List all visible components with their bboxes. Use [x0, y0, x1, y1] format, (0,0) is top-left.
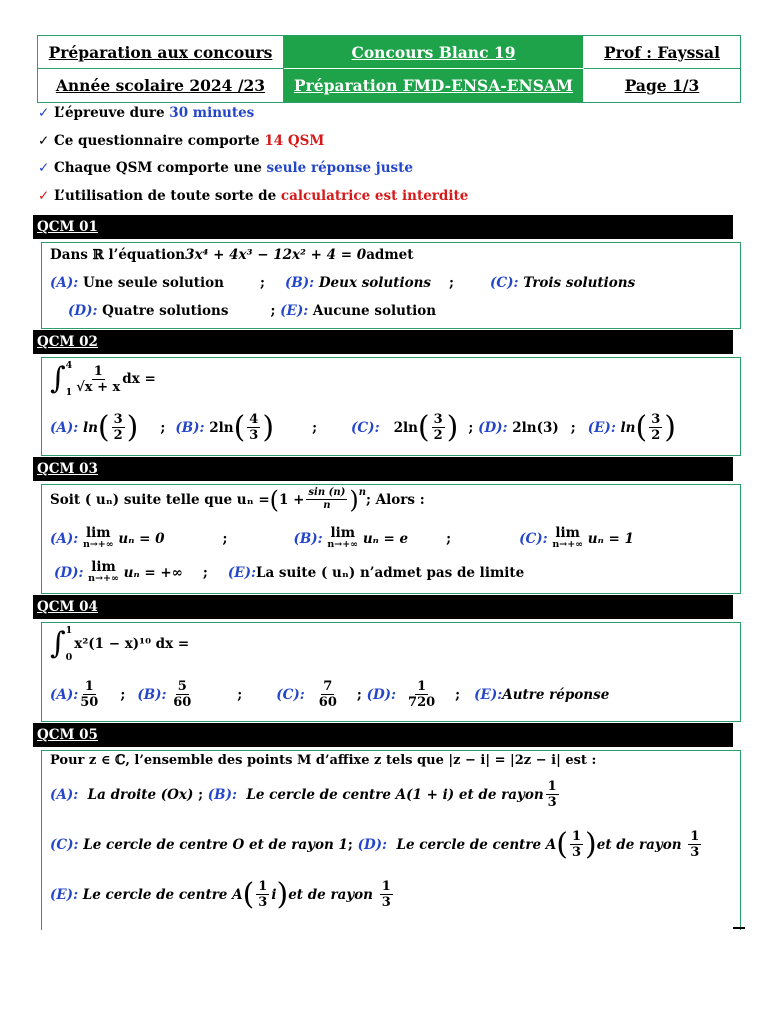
separator: ;: [468, 419, 474, 436]
denominator: 2: [433, 428, 443, 443]
option-d-label[interactable]: (D):: [54, 565, 84, 581]
option-b-label[interactable]: (B):: [207, 786, 237, 803]
lower-bound: 0: [65, 652, 73, 663]
header-title: Concours Blanc 19: [284, 36, 584, 69]
denominator: 3: [690, 845, 700, 860]
option-a[interactable]: La droite (Ox): [87, 786, 194, 803]
denominator: 3: [547, 795, 557, 810]
option-b-label[interactable]: (B):: [175, 419, 205, 436]
numerator: sin (n): [308, 487, 346, 498]
header-page: Page 1/3: [624, 76, 700, 95]
qcm-05-label: QCM 05: [33, 723, 733, 747]
instruction-calculator: [38, 188, 468, 204]
option-c[interactable]: Trois solutions: [523, 275, 636, 291]
option-c-label[interactable]: (C):: [490, 275, 519, 291]
option-d[interactable]: [408, 679, 435, 710]
qcm-04-box: [41, 622, 741, 722]
numerator: 1: [690, 829, 700, 844]
option-b[interactable]: Deux solutions: [318, 275, 432, 291]
option-c[interactable]: [319, 679, 337, 710]
option-d-label[interactable]: (D):: [478, 419, 508, 436]
upper-bound: 4: [65, 360, 73, 371]
option-b-label[interactable]: (B):: [293, 531, 323, 547]
denominator: 60: [318, 695, 337, 710]
bullet-highlight: calculatrice est interdite: [280, 188, 469, 204]
imaginary-unit: i: [271, 886, 277, 903]
bullet-highlight: seule réponse juste: [266, 160, 413, 176]
option-b[interactable]: uₙ = e: [362, 531, 409, 547]
integral-bounds: [66, 625, 73, 663]
separator: ;: [120, 686, 126, 703]
qcm-01-stem: [50, 247, 413, 263]
option-a[interactable]: uₙ = 0: [118, 531, 165, 547]
numerator: 1: [381, 879, 391, 894]
option-a-label[interactable]: (A):: [50, 419, 79, 436]
denominator: 50: [80, 695, 99, 710]
bullet-highlight: 30 minutes: [169, 105, 255, 121]
option-e-label[interactable]: (E):: [280, 303, 309, 319]
numerator: 5: [177, 679, 187, 694]
numerator: 1: [93, 363, 103, 379]
integral-sign: ∫: [50, 626, 66, 661]
header-year: Année scolaire 2024 /23: [38, 69, 284, 102]
option-a-label[interactable]: (A):: [50, 786, 79, 803]
option-b[interactable]: 2ln: [209, 419, 234, 436]
option-c[interactable]: 2ln: [393, 419, 418, 436]
option-b-label[interactable]: (B):: [137, 686, 167, 703]
bullet-text: L’utilisation de toute sorte de: [54, 188, 277, 204]
option-e-label[interactable]: (E):: [474, 686, 503, 703]
lower-bound: 1: [65, 387, 73, 398]
qcm-04-label: QCM 04: [33, 595, 733, 619]
qcm-04-options: [50, 679, 609, 710]
option-d[interactable]: uₙ = +∞: [123, 565, 183, 581]
check-icon: ✓: [38, 188, 50, 204]
qcm-05-box: [41, 750, 741, 930]
option-e[interactable]: ln: [620, 419, 636, 436]
option-c-label[interactable]: (C):: [276, 686, 305, 703]
separator: ;: [237, 686, 243, 703]
bullet-highlight: 14 QSM: [264, 133, 325, 149]
numerator: 1: [417, 679, 427, 694]
separator: ;: [312, 419, 318, 436]
denominator: √x + x: [76, 379, 121, 395]
separator: ;: [259, 275, 265, 291]
qcm-02-options: (A): ln ( $\frac{3}{2}$ ) ; (B): 2ln ( $\frac{4}{3}$ ) ; (C): 2ln ( $\frac{3}{2}$ ) ; (D): 2ln(3) ; (E): ln ( $\frac{3}{2}$ ): [50, 409, 676, 445]
limit-subscript: n→+∞: [552, 539, 584, 550]
denominator: 2: [113, 428, 123, 443]
denominator: 3: [381, 895, 391, 910]
qcm-03-box: [41, 484, 741, 594]
instruction-duration: [38, 105, 254, 121]
qcm-02-box: [41, 357, 741, 456]
upper-bound: 1: [65, 625, 73, 636]
bullet-text: L’épreuve dure: [54, 105, 165, 121]
separator: ;: [356, 686, 362, 703]
check-icon: ✓: [38, 105, 50, 121]
option-b-label[interactable]: (B):: [284, 275, 315, 291]
separator: ;: [570, 419, 576, 436]
option-d[interactable]: Le cercle de centre A: [396, 836, 557, 853]
option-b[interactable]: [173, 679, 191, 710]
separator: ;: [222, 531, 228, 547]
qcm-02-stem: [50, 360, 156, 398]
option-e-label[interactable]: (E):: [227, 565, 256, 581]
bullet-text: Ce questionnaire comporte: [54, 133, 260, 149]
numerator: 3: [113, 412, 123, 427]
separator: ;: [160, 419, 166, 436]
stem-text: Dans ℝ l’équation: [50, 247, 186, 263]
denominator: 60: [173, 695, 192, 710]
option-c[interactable]: uₙ = 1: [587, 531, 634, 547]
stem-text: Soit ( uₙ) suite telle que uₙ =: [50, 491, 270, 508]
qcm-01-options-row1: [50, 275, 635, 291]
denominator: 3: [249, 428, 259, 443]
option-b[interactable]: Le cercle de centre A(1 + i) et de rayon: [246, 786, 544, 803]
numerator: 3: [433, 412, 443, 427]
page-edge-mark: [733, 927, 745, 929]
option-a-label[interactable]: (A):: [50, 531, 79, 547]
numerator: 1: [258, 879, 268, 894]
integral-sign: ∫: [50, 361, 66, 396]
stem-equation: 3x⁴ + 4x³ − 12x² + 4 = 0: [185, 247, 367, 263]
option-e-text: et de rayon: [288, 886, 373, 903]
separator: ;: [449, 275, 455, 291]
integral-bounds: [66, 360, 73, 398]
numerator: 1: [547, 779, 557, 794]
option-e[interactable]: Le cercle de centre A: [82, 886, 243, 903]
denominator: 720: [408, 695, 436, 710]
qcm-04-stem: [50, 625, 189, 663]
instruction-count: [38, 133, 324, 149]
header-subtitle: Préparation FMD-ENSA-ENSAM: [284, 69, 584, 102]
numerator: 4: [249, 412, 259, 427]
qcm-03-stem: Soit ( uₙ) suite telle que uₙ = ( 1 + $\frac{\sin (n)}{n}$ ) $^n$ ; Alors :: [50, 485, 425, 514]
option-a[interactable]: ln: [82, 419, 98, 436]
option-d-label[interactable]: (D):: [357, 836, 388, 853]
denominator: 3: [571, 845, 582, 860]
integrand-fraction: [76, 364, 120, 395]
option-c-label[interactable]: (C):: [351, 419, 380, 436]
bullet-text: Chaque QSM comporte une: [54, 160, 262, 176]
option-c-label[interactable]: (C):: [50, 836, 79, 853]
option-d-text: et de rayon: [596, 836, 682, 853]
numerator: 7: [323, 679, 333, 694]
qcm-02-label: QCM 02: [33, 330, 733, 354]
option-a[interactable]: [80, 679, 98, 710]
option-e[interactable]: La suite ( uₙ) n’admet pas de limite: [255, 565, 525, 581]
option-e[interactable]: Autre réponse: [502, 686, 610, 703]
stem-text: dx =: [122, 371, 156, 387]
qcm-05-stem: Pour z ∈ ℂ, l’ensemble des points M d’affixe z tels que |z − i| = |2z − i| est :: [50, 753, 597, 768]
option-c[interactable]: Le cercle de centre O et de rayon 1: [83, 836, 348, 853]
numerator: 3: [651, 412, 661, 427]
numerator: 1: [571, 829, 582, 844]
separator: ;: [347, 836, 353, 853]
denominator: n: [323, 500, 331, 511]
option-d-label[interactable]: (D):: [366, 686, 397, 703]
qcm-01-box: [41, 242, 741, 329]
option-e[interactable]: Aucune solution: [312, 303, 437, 319]
integrand: x²(1 − x)¹⁰ dx =: [74, 636, 190, 652]
option-d[interactable]: 2ln(3): [512, 419, 559, 436]
qcm-05-options-row1: [50, 779, 561, 810]
option-e-label[interactable]: (E):: [587, 419, 616, 436]
qcm-01-options-row2: [68, 303, 436, 319]
limit-subscript: n→+∞: [82, 539, 114, 550]
option-a-label[interactable]: (A):: [50, 275, 79, 291]
separator: ;: [202, 565, 208, 581]
separator: ;: [455, 686, 461, 703]
denominator: 2: [651, 428, 661, 443]
qcm-05-options-row3: (E): Le cercle de centre A ( $\frac{1}{3}$ i ) et de rayon $\frac{1}{3}$: [50, 876, 391, 912]
header-prep: Préparation aux concours: [38, 36, 284, 69]
check-icon: ✓: [38, 160, 50, 176]
exponent: n: [358, 487, 366, 498]
limit-subscript: n→+∞: [327, 539, 359, 550]
option-d[interactable]: Quatre solutions: [102, 303, 229, 319]
header-prof: Prof : Fayssal: [584, 36, 740, 69]
option-a[interactable]: Une seule solution: [82, 275, 224, 291]
option-a-label[interactable]: (A):: [50, 686, 79, 703]
numerator: 1: [84, 679, 94, 694]
option-c-label[interactable]: (C):: [519, 531, 548, 547]
instruction-single-answer: [38, 160, 413, 176]
qcm-03-label: QCM 03: [33, 457, 733, 481]
header-table: [37, 35, 741, 103]
qcm-05-options-row2: (C): Le cercle de centre O et de rayon 1 ; (D): Le cercle de centre A ( $\frac{1}{3}$ ) et de rayon $\frac{1}{3}$: [50, 826, 700, 862]
qcm-03-options-row1: (A): lim n→+∞ uₙ = 0 ; (B): lim n→+∞ uₙ = e ; (C): lim n→+∞ uₙ = 1: [50, 525, 634, 550]
stem-text: ; Alors :: [366, 491, 425, 508]
option-e-label[interactable]: (E):: [50, 886, 79, 903]
option-d-label[interactable]: (D):: [68, 303, 98, 319]
qcm-03-options-row2: (D): lim n→+∞ uₙ = +∞ ; (E): La suite ( uₙ) n’admet pas de limite: [54, 559, 525, 584]
limit-subscript: n→+∞: [88, 573, 119, 584]
stem-text: admet: [366, 247, 414, 263]
qcm-01-label: QCM 01: [33, 215, 733, 239]
separator: ;: [270, 303, 276, 319]
separator: ;: [446, 531, 452, 547]
denominator: 3: [258, 895, 268, 910]
check-icon: ✓: [38, 133, 50, 149]
separator: ;: [198, 786, 204, 803]
